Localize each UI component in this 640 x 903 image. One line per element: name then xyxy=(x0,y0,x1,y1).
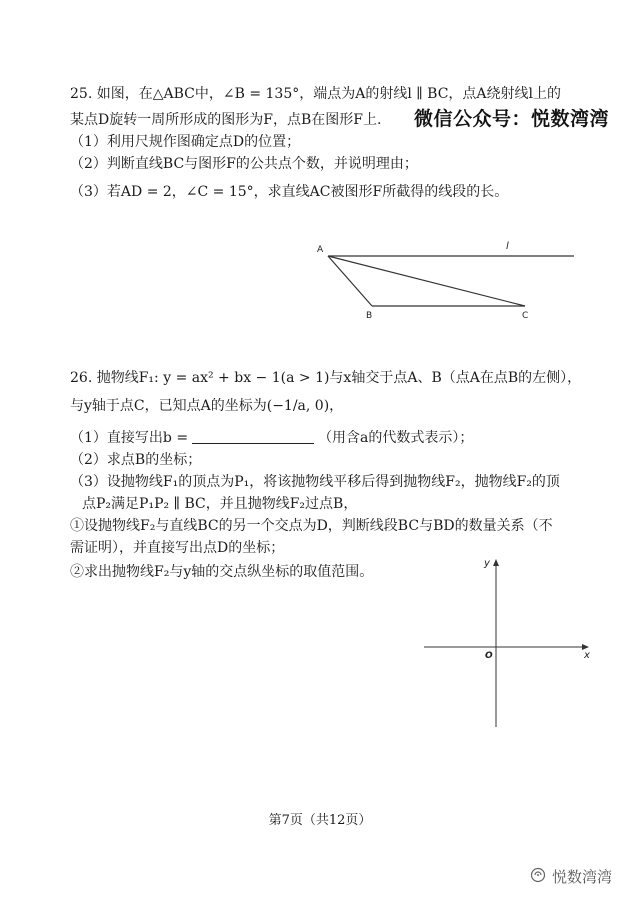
q25-subquestion-1: （1）利用尺规作图确定点D的位置； xyxy=(70,134,301,150)
segment-ab xyxy=(328,256,372,306)
q25-subquestion-3: （3）若AD = 2，∠C = 15°，求直线AC被图形F所截得的线段的长。 xyxy=(70,184,509,200)
q26-part-1-line-2: 需证明），并直接写出点D的坐标； xyxy=(70,540,285,556)
q26-subquestion-3-line-2: 点P₂满足P₁P₂ ∥ BC，并且抛物线F₂过点B， xyxy=(82,496,358,512)
wechat-official-account-icon xyxy=(530,867,546,887)
q25-line-2: 某点D旋转一周所形成的图形为F，点B在图形F上. xyxy=(70,112,382,128)
q25-subquestion-2: （2）判断直线BC与图形F的公共点个数，并说明理由； xyxy=(70,156,418,172)
brand-watermark xyxy=(530,866,612,887)
label-axis-y: y xyxy=(484,558,490,569)
brand-name: 悦数湾湾 xyxy=(552,868,613,886)
label-axis-x: x xyxy=(584,650,590,661)
label-point-b: B xyxy=(366,311,373,321)
label-origin: O xyxy=(485,651,493,661)
label-point-a: A xyxy=(317,245,324,255)
label-ray-l: l xyxy=(506,241,509,252)
q26-subquestion-1 xyxy=(70,428,473,448)
q25-line-1: 25. 如图，在△ABC中，∠B = 135°，端点为A的射线l ∥ BC，点A绕射线l上的 xyxy=(70,86,562,102)
y-axis-arrow xyxy=(493,559,499,566)
watermark-wechat-account: 微信公众号：悦数湾湾 xyxy=(414,108,610,130)
q26-sub1-suffix: （用含a的代数式表示）； xyxy=(318,430,474,446)
q26-line-1: 26. 抛物线F₁: y = ax² + bx − 1(a > 1)与x轴交于点A、B（点A在点B的左侧）， xyxy=(70,370,582,386)
x-axis-arrow xyxy=(582,644,589,650)
q26-part-2: ②求出抛物线F₂与y轴的交点纵坐标的取值范围。 xyxy=(70,564,374,580)
answer-blank xyxy=(192,429,314,444)
q26-subquestion-3-line-1: （3）设抛物线F₁的顶点为P₁，将该抛物线平移后得到抛物线F₂，抛物线F₂的顶 xyxy=(70,474,560,490)
segment-ac xyxy=(328,256,525,306)
q26-part-1-line-1: ①设抛物线F₂与直线BC的另一个交点为D，判断线段BC与BD的数量关系（不 xyxy=(70,518,553,534)
label-point-c: C xyxy=(522,311,529,321)
q26-subquestion-2: （2）求点B的坐标； xyxy=(70,452,202,468)
q26-sub1-prefix: （1）直接写出b = xyxy=(70,430,189,446)
q26-line-2: 与y轴于点C，已知点A的坐标为(−1/a, 0)， xyxy=(70,398,344,414)
page-footer: 第7页（共12页） xyxy=(268,813,372,828)
